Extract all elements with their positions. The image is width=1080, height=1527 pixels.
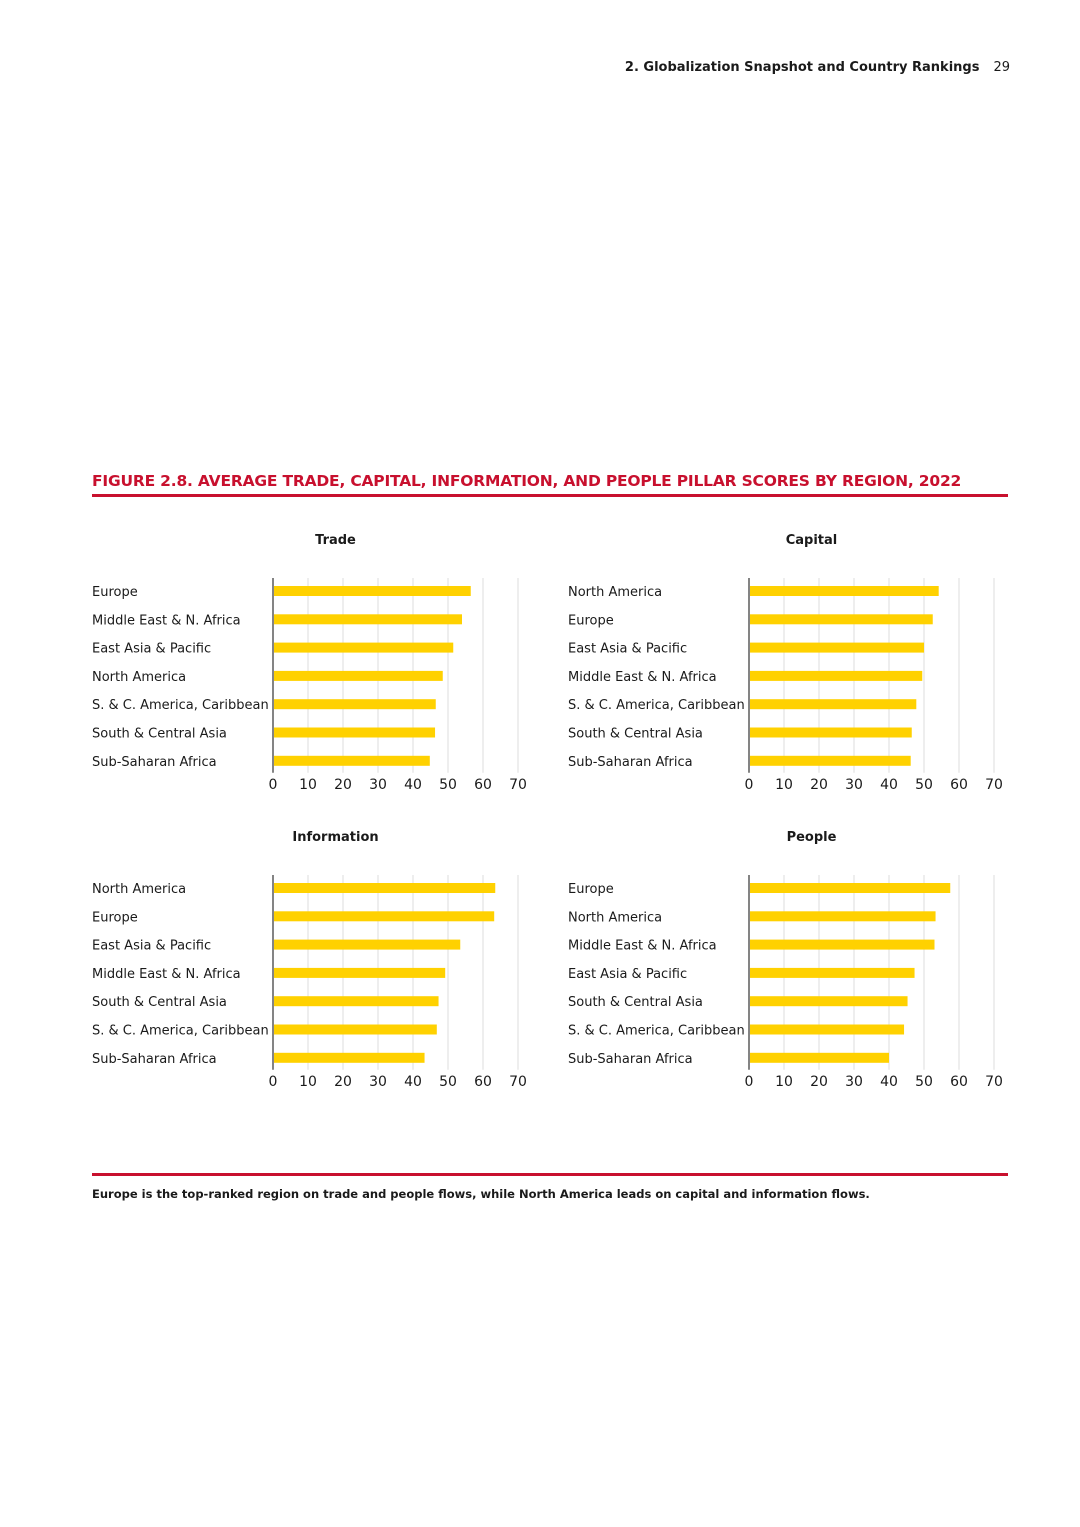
figure-bottom-rule (92, 1173, 1008, 1176)
category-label: East Asia & Pacific (92, 938, 212, 954)
bar (274, 614, 462, 624)
category-label: East Asia & Pacific (568, 641, 688, 657)
x-tick-label: 60 (474, 1073, 492, 1090)
chart-title: Trade (315, 533, 356, 548)
x-tick-label: 0 (744, 1073, 754, 1090)
x-tick-label: 0 (744, 776, 754, 793)
bar (274, 643, 453, 653)
category-label: Sub-Saharan Africa (568, 754, 693, 770)
category-label: Middle East & N. Africa (568, 669, 717, 685)
category-label: North America (568, 585, 663, 600)
bar (750, 614, 933, 624)
x-tick-label: 30 (369, 1073, 387, 1090)
category-label: East Asia & Pacific (92, 641, 212, 657)
capital-chart-plot (568, 563, 1043, 803)
x-tick-label: 30 (845, 1073, 863, 1090)
bar (750, 699, 916, 709)
category-label: South & Central Asia (568, 995, 703, 1011)
x-tick-label: 10 (775, 1073, 793, 1090)
x-tick-label: 70 (509, 776, 527, 793)
page-header (625, 60, 1010, 75)
category-label: East Asia & Pacific (568, 966, 688, 982)
chart-title: Information (292, 830, 379, 845)
x-tick-label: 0 (268, 1073, 278, 1090)
bar (274, 1025, 437, 1035)
x-tick-label: 10 (299, 776, 317, 793)
figure-top-rule (92, 494, 1008, 497)
bar (274, 883, 495, 893)
bar (750, 940, 935, 950)
bar (274, 1053, 425, 1063)
figure-caption: Europe is the top-ranked region on trade and people flows, while North America leads on capital and information flows. (92, 1187, 870, 1201)
bar (274, 671, 443, 681)
category-label: S. & C. America, Caribbean (568, 698, 745, 714)
x-tick-label: 20 (810, 776, 828, 793)
x-tick-label: 40 (880, 776, 898, 793)
bar (750, 756, 911, 766)
category-label: S. & C. America, Caribbean (92, 1023, 269, 1039)
x-tick-label: 60 (474, 776, 492, 793)
information-chart (92, 830, 567, 1090)
category-label: S. & C. America, Caribbean (568, 1023, 745, 1039)
x-tick-label: 40 (404, 1073, 422, 1090)
category-label: Europe (568, 613, 614, 629)
bar (274, 996, 439, 1006)
bar (750, 996, 908, 1006)
category-label: South & Central Asia (568, 726, 703, 742)
capital-chart (568, 533, 1043, 793)
category-label: North America (92, 882, 187, 897)
category-label: Europe (92, 585, 138, 600)
bar (274, 911, 494, 921)
category-label: Sub-Saharan Africa (568, 1051, 693, 1067)
x-tick-label: 30 (845, 776, 863, 793)
bar (750, 1025, 904, 1035)
category-label: Middle East & N. Africa (568, 938, 717, 954)
x-tick-label: 70 (509, 1073, 527, 1090)
category-label: S. & C. America, Caribbean (92, 698, 269, 714)
x-tick-label: 40 (880, 1073, 898, 1090)
chart-title: People (786, 830, 837, 845)
x-tick-label: 30 (369, 776, 387, 793)
category-label: South & Central Asia (92, 995, 227, 1011)
chart-title: Capital (785, 533, 838, 548)
bar (274, 756, 430, 766)
category-label: Europe (92, 910, 138, 926)
people-chart (568, 830, 1043, 1090)
category-label: Sub-Saharan Africa (92, 1051, 217, 1067)
x-tick-label: 50 (439, 776, 457, 793)
category-label: Europe (568, 882, 614, 897)
x-tick-label: 0 (268, 776, 278, 793)
x-tick-label: 60 (950, 1073, 968, 1090)
category-label: Middle East & N. Africa (92, 966, 241, 982)
x-tick-label: 20 (334, 776, 352, 793)
category-label: Middle East & N. Africa (92, 613, 241, 629)
x-tick-label: 50 (915, 1073, 933, 1090)
bar (750, 671, 922, 681)
category-label: North America (92, 669, 187, 685)
x-tick-label: 50 (439, 1073, 457, 1090)
bar (274, 586, 471, 596)
bar (750, 728, 912, 738)
bar (750, 1053, 889, 1063)
x-tick-label: 70 (985, 776, 1003, 793)
x-tick-label: 10 (775, 776, 793, 793)
bar (274, 699, 436, 709)
category-label: North America (568, 910, 663, 926)
section-title: 2. Globalization Snapshot and Country Rankings (624, 60, 980, 75)
figure-title: FIGURE 2.8. AVERAGE TRADE, CAPITAL, INFORMATION, AND PEOPLE PILLAR SCORES BY REGION, 2022 (92, 472, 962, 490)
bar (750, 911, 936, 921)
x-tick-label: 40 (404, 776, 422, 793)
bar (274, 940, 460, 950)
category-label: Sub-Saharan Africa (92, 754, 217, 770)
x-tick-label: 70 (985, 1073, 1003, 1090)
information-chart-plot (92, 860, 567, 1100)
bar (274, 968, 445, 978)
category-label: South & Central Asia (92, 726, 227, 742)
bar (750, 883, 950, 893)
x-tick-label: 20 (810, 1073, 828, 1090)
x-tick-label: 60 (950, 776, 968, 793)
trade-chart-plot (92, 563, 567, 803)
x-tick-label: 10 (299, 1073, 317, 1090)
trade-chart (92, 533, 567, 793)
bar (750, 968, 915, 978)
bar (274, 728, 435, 738)
bar (750, 643, 924, 653)
bar (750, 586, 939, 596)
people-chart-plot (568, 860, 1043, 1100)
x-tick-label: 20 (334, 1073, 352, 1090)
page-number: 29 (993, 60, 1010, 75)
x-tick-label: 50 (915, 776, 933, 793)
